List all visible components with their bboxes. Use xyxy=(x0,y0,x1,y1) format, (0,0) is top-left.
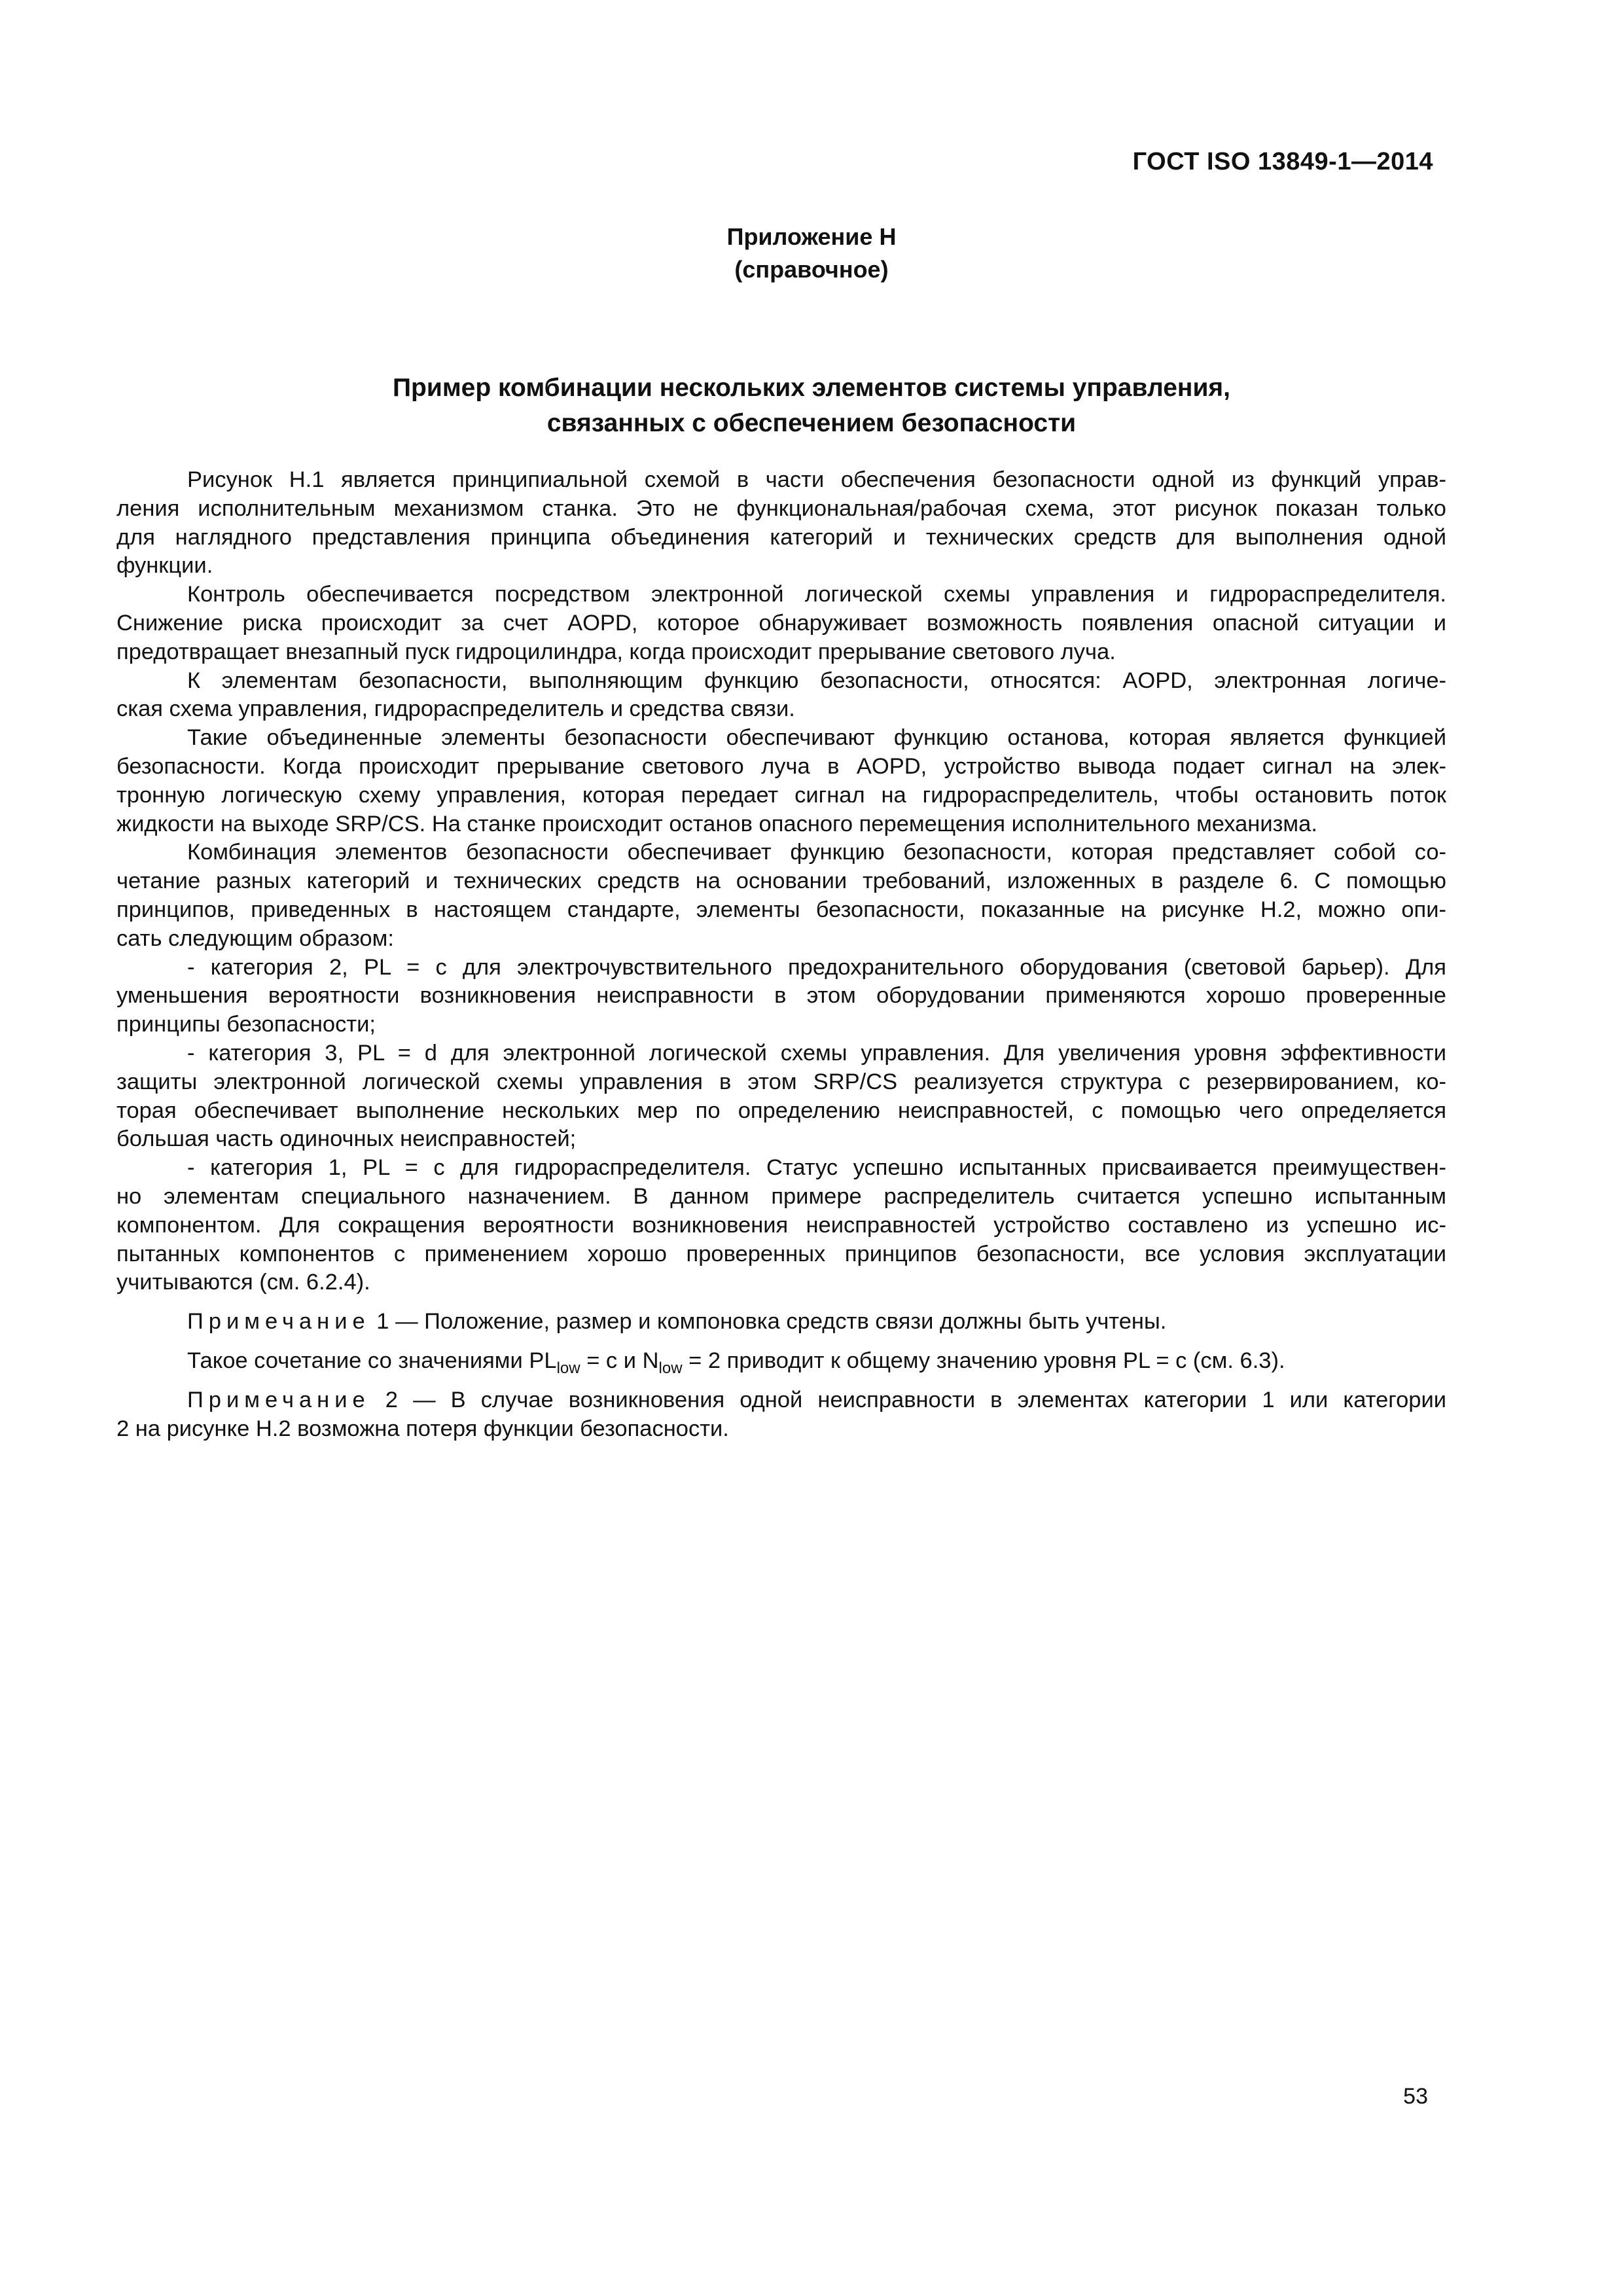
paragraph-line: сать следующим образом: xyxy=(116,925,394,951)
note-2-label: Примечание xyxy=(187,1387,370,1412)
paragraph-line: - категория 2, PL = c для электрочувствительного предохранительного оборудования (световой барьер). Для xyxy=(187,954,1446,980)
page-number: 53 xyxy=(1403,2084,1428,2109)
paragraph-line: принципов, приведенных в настоящем стандарте, элементы безопасности, показанные на рисунке Н.2, можно опи- xyxy=(116,897,1446,922)
paragraph-line: для наглядного представления принципа объединения категорий и технических средств для выполнения одной xyxy=(116,524,1446,550)
paragraph-line: но элементам специального назначением. В данном примере распределитель считается успешно испытанным xyxy=(116,1183,1446,1209)
paragraph xyxy=(116,1154,1446,1297)
combination-middle: = c и N xyxy=(580,1348,659,1373)
paragraph-line: - категория 1, PL = c для гидрораспределителя. Статус успешно испытанных присваивается преимуществен- xyxy=(187,1155,1446,1181)
paragraph-line: пытанных компонентов с применением хорошо проверенных принципов безопасности, все условия эксплуатации xyxy=(116,1241,1446,1266)
note-2 xyxy=(116,1386,1446,1444)
combination-prefix: Такое сочетание со значениями PL xyxy=(187,1348,557,1373)
note-1 xyxy=(116,1308,1446,1336)
paragraph-line: уменьшения вероятности возникновения неисправности в этом оборудовании применяются хорошо проверенные xyxy=(116,983,1446,1009)
appendix-type: (справочное) xyxy=(734,256,889,283)
combination-sub-2: low xyxy=(658,1359,683,1377)
paragraph-line: Контроль обеспечивается посредством электронной логической схемы управления и гидрораспределителя. xyxy=(187,582,1446,607)
paragraphs xyxy=(116,466,1446,1297)
paragraph xyxy=(116,724,1446,838)
paragraph-line: тронную логическую схему управления, которая передает сигнал на гидрораспределитель, чтобы остановить поток xyxy=(116,782,1446,808)
paragraph-line: ская схема управления, гидрораспределитель и средства связи. xyxy=(116,696,795,722)
heading-line-2: связанных с обеспечением безопасности xyxy=(546,409,1077,437)
paragraph-line: учитываются (см. 6.2.4). xyxy=(116,1270,370,1295)
paragraph-line: ления исполнительным механизмом станка. Это не функциональная/рабочая схема, этот рисунок показан только xyxy=(116,495,1446,521)
note-2-number: 2 xyxy=(385,1387,398,1412)
paragraph xyxy=(116,954,1446,1039)
note-2-line-2: 2 на рисунке Н.2 возможна потеря функции безопасности. xyxy=(116,1416,729,1441)
standard-designation: ГОСТ ISO 13849-1—2014 xyxy=(1132,148,1433,175)
paragraph-line: Снижение риска происходит за счет AOPD, которое обнаруживает возможность появления опасной ситуации и xyxy=(116,610,1446,636)
paragraph-line: Комбинация элементов безопасности обеспечивает функцию безопасности, которая представляет собой со- xyxy=(187,840,1446,865)
section-heading xyxy=(0,370,1623,441)
paragraph xyxy=(116,838,1446,953)
paragraph-line: большая часть одиночных неисправностей; xyxy=(116,1126,577,1152)
paragraph xyxy=(116,581,1446,666)
note-1-number: 1 xyxy=(376,1309,389,1335)
body-text xyxy=(116,466,1446,1443)
paragraph-line: предотвращает внезапный пуск гидроцилиндра, когда происходит прерывание светового луча. xyxy=(116,639,1116,664)
paragraph-line: жидкости на выходе SRP/CS. На станке происходит останов опасного перемещения исполнительного механизма. xyxy=(116,811,1317,836)
combination-sub-1: low xyxy=(556,1359,580,1377)
paragraph-line: К элементам безопасности, выполняющим функцию безопасности, относятся: AOPD, электронная логиче- xyxy=(187,668,1446,693)
paragraph-line: - категория 3, PL = d для электронной логической схемы управления. Для увеличения уровня эффективности xyxy=(187,1040,1446,1066)
paragraph xyxy=(116,466,1446,581)
paragraph-line: четание разных категорий и технических средств на основании требований, изложенных в разделе 6. С помощью xyxy=(116,869,1446,894)
paragraph-line: защиты электронной логической схемы управления в этом SRP/CS реализуется структура с резервированием, ко- xyxy=(116,1069,1446,1094)
note-1-text: — Положение, размер и компоновка средств связи должны быть учтены. xyxy=(389,1309,1167,1335)
heading-line-1: Пример комбинации нескольких элементов системы управления, xyxy=(392,374,1231,402)
appendix-title: Приложение Н xyxy=(726,223,897,250)
combination-suffix: = 2 приводит к общему значению уровня PL = c (см. 6.3). xyxy=(682,1348,1285,1373)
paragraph-line: принципы безопасности; xyxy=(116,1012,376,1037)
note-2-line-1: — В случае возникновения одной неисправности в элементах категории 1 или категории xyxy=(397,1387,1446,1412)
paragraph xyxy=(116,667,1446,725)
paragraph-line: Рисунок Н.1 является принципиальной схемой в части обеспечения безопасности одной из функций управ- xyxy=(187,467,1446,492)
paragraph xyxy=(116,1039,1446,1154)
paragraph-line: безопасности. Когда происходит прерывание светового луча в AOPD, устройство вывода подает сигнал на элек- xyxy=(116,753,1446,779)
paragraph-line: компонентом. Для сокращения вероятности возникновения неисправностей устройство составлено из успешно ис- xyxy=(116,1212,1446,1238)
combination-statement xyxy=(116,1347,1446,1376)
paragraph-line: функции. xyxy=(116,553,213,579)
paragraph-line: торая обеспечивает выполнение нескольких мер по определению неисправностей, с помощью чего определяется xyxy=(116,1098,1446,1123)
paragraph-line: Такие объединенные элементы безопасности обеспечивают функцию останова, которая является функцией xyxy=(187,725,1446,751)
note-1-label: Примечание xyxy=(187,1309,370,1335)
